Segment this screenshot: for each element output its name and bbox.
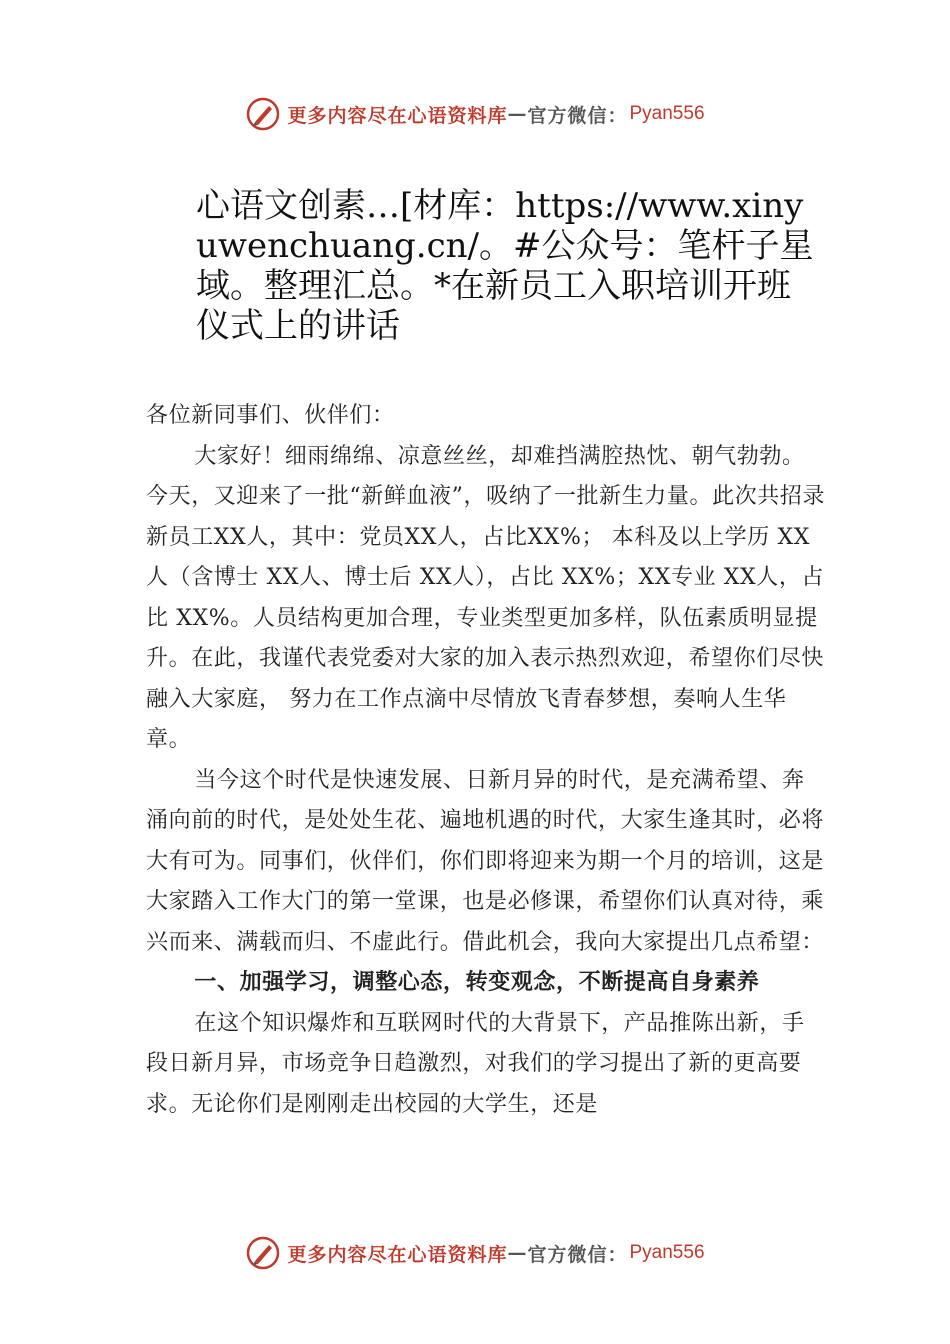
banner-wechat-label: 官方微信： <box>527 104 628 127</box>
section-heading: 一、加强学习，调整心态，转变观念，不断提高自身素养 <box>194 970 760 995</box>
banner-wechat-id: Pyan556 <box>629 1242 705 1263</box>
paragraph: 在这个知识爆炸和互联网时代的大背景下，产品推陈出新，手段日新月异，市场竞争日趋激烈，对我们的学习提出了新的更高要求。无论你们是刚刚走出校园的大学生，还是 <box>146 1010 805 1117</box>
document-title: 心语文创素…[材库：https://www.xinyuwenchuang.cn/。#公众号：笔杆子星域。整理汇总。*在新员工入职培训开班仪式上的讲话 <box>196 186 814 346</box>
banner-library-text: 更多内容尽在心语资料库 <box>287 104 508 127</box>
banner-wechat-id: Pyan556 <box>629 103 705 124</box>
paragraph: 大家好！细雨绵绵、凉意丝丝，却难挡满腔热忱、朝气勃勃。今天，又迎来了一批“新鲜血液”，吸纳了一批新生力量。此次共招录新员工XX人，其中：党员XX人，占比XX%； 本科及以上学历 XX人（含博士 XX人、博士后 XX人），占比 XX%；XX专业 XX人，占比 XX%。人员结构更加合理，专业类型更加多样，队伍素质明显提升。在此，我谨代表党委对大家的加入表示热烈欢迎，希望你们尽快融入大家庭， 努力在工作点滴中尽情放飞青春梦想，奏响人生华章。 <box>146 443 826 752</box>
header-banner <box>0 94 950 134</box>
banner-dash: — <box>507 103 528 125</box>
salutation: 各位新同事们、伙伴们： <box>146 403 395 428</box>
banner-dash: — <box>507 1242 528 1264</box>
banner-wechat-label: 官方微信： <box>527 1243 628 1266</box>
paragraph: 当今这个时代是快速发展、日新月异的时代，是充满希望、奔涌向前的时代，是处处生花、遍地机遇的时代，大家生逢其时，必将大有可为。同事们，伙伴们，你们即将迎来为期一个月的培训，这是大家踏入工作大门的第一堂课，也是必修课，希望你们认真对待，乘兴而来、满载而归、不虚此行。借此机会，我向大家提出几点希望： <box>146 767 825 955</box>
banner-library-text: 更多内容尽在心语资料库 <box>287 1243 508 1266</box>
pen-logo-icon <box>245 1235 281 1271</box>
footer-banner <box>0 1233 950 1273</box>
pen-logo-icon <box>245 96 281 132</box>
document-body <box>146 396 826 1125</box>
